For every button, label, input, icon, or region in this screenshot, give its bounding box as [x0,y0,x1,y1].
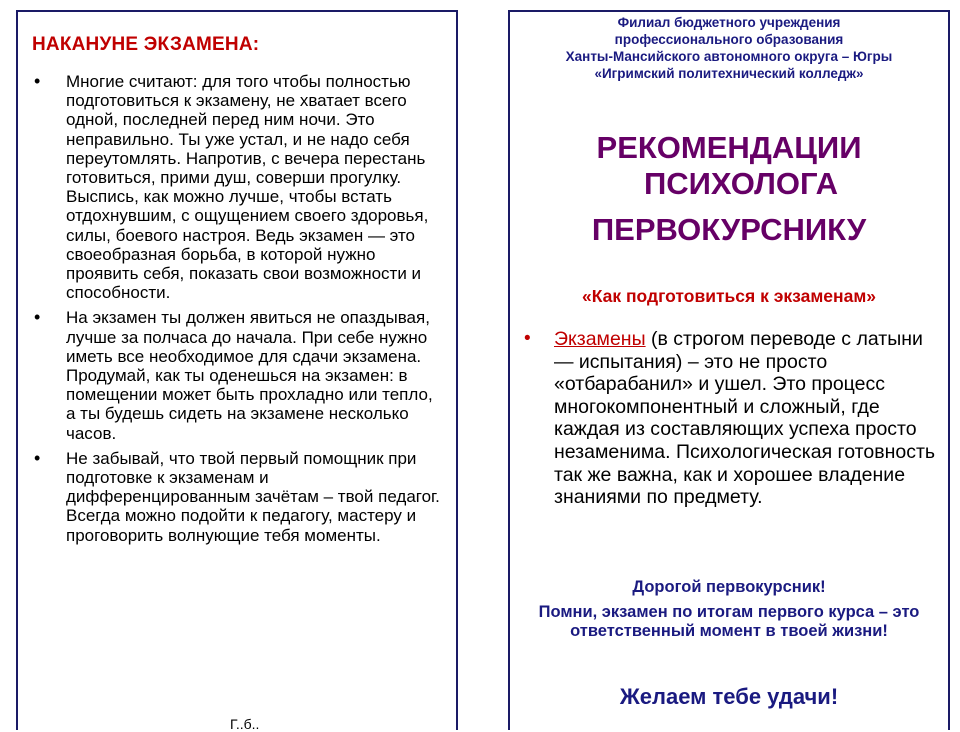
closing-reminder: Помни, экзамен по итогам первого курса – это ответственный момент в твоей жизни! [538,603,920,640]
org-line: профессионального образования [614,32,844,47]
paragraph-rest: (в строгом переводе с латыни — испытания) – это не просто «отбарабанил» и ушел. Это процесс многокомпонентный и сложный, где каждая из составляющих успеха просто незаменима. Психологическая готовность так же важна, как и хорошее владение знаниями по предмету. [554,328,936,509]
cutoff-text: Г..б.. [230,716,260,732]
exam-definition [524,328,938,509]
advice-list [32,72,442,551]
org-line: Филиал бюджетного учреждения [617,15,841,30]
list-item: • На экзамен ты должен явиться не опаздывая, лучше за полчаса до начала. При себе нужно иметь все необходимое для сдачи экзамена. Продумай, как ты оденешься на экзамен: в помещении может быть прохладно или тепло, а ты будешь сидеть на экзамене несколько часов. [32,308,442,442]
organization-header [510,14,948,82]
paragraph-text [524,328,938,509]
title-line: ПЕРВОКУРСНИКУ [591,212,867,247]
bullet-icon: • [524,328,531,349]
title-line: РЕКОМЕНДАЦИИ [596,130,862,165]
right-panel [508,10,950,730]
org-line: «Игримский политехнический колледж» [594,66,864,81]
org-line: Ханты-Мансийского автономного округа – Югры [565,49,893,64]
closing-greeting: Дорогой первокурсник! [632,578,826,596]
final-wish: Желаем тебе удачи! [619,684,839,709]
page-title [510,130,948,248]
exam-link[interactable]: Экзамены [554,328,646,350]
list-item: • Не забывай, что твой первый помощник при подготовке к экзаменам и дифференцированным зачётам – твой педагог. Всегда можно подойти к педагогу, мастеру и проговорить волнующие тебя моменты. [32,449,442,545]
title-line: ПСИХОЛОГА [643,166,839,201]
left-panel [16,10,458,730]
left-title: НАКАНУНЕ ЭКЗАМЕНА: [32,34,260,55]
subtitle: «Как подготовиться к экзаменам» [581,286,876,306]
list-item: • Многие считают: для того чтобы полностью подготовиться к экзамену, не хватает всего одной, последней перед ним ночи. Это неправильно. Ты уже устал, и не надо себя переутомлять. Напротив, с вечера перестань готовиться, прими душ, соверши прогулку. Выспись, как можно лучше, чтобы встать отдохнувшим, с ощущением своего здоровья, силы, боевого настроя. Ведь экзамен — это своеобразная борьба, в которой нужно проявить себя, показать свои возможности и способности. [32,72,442,302]
